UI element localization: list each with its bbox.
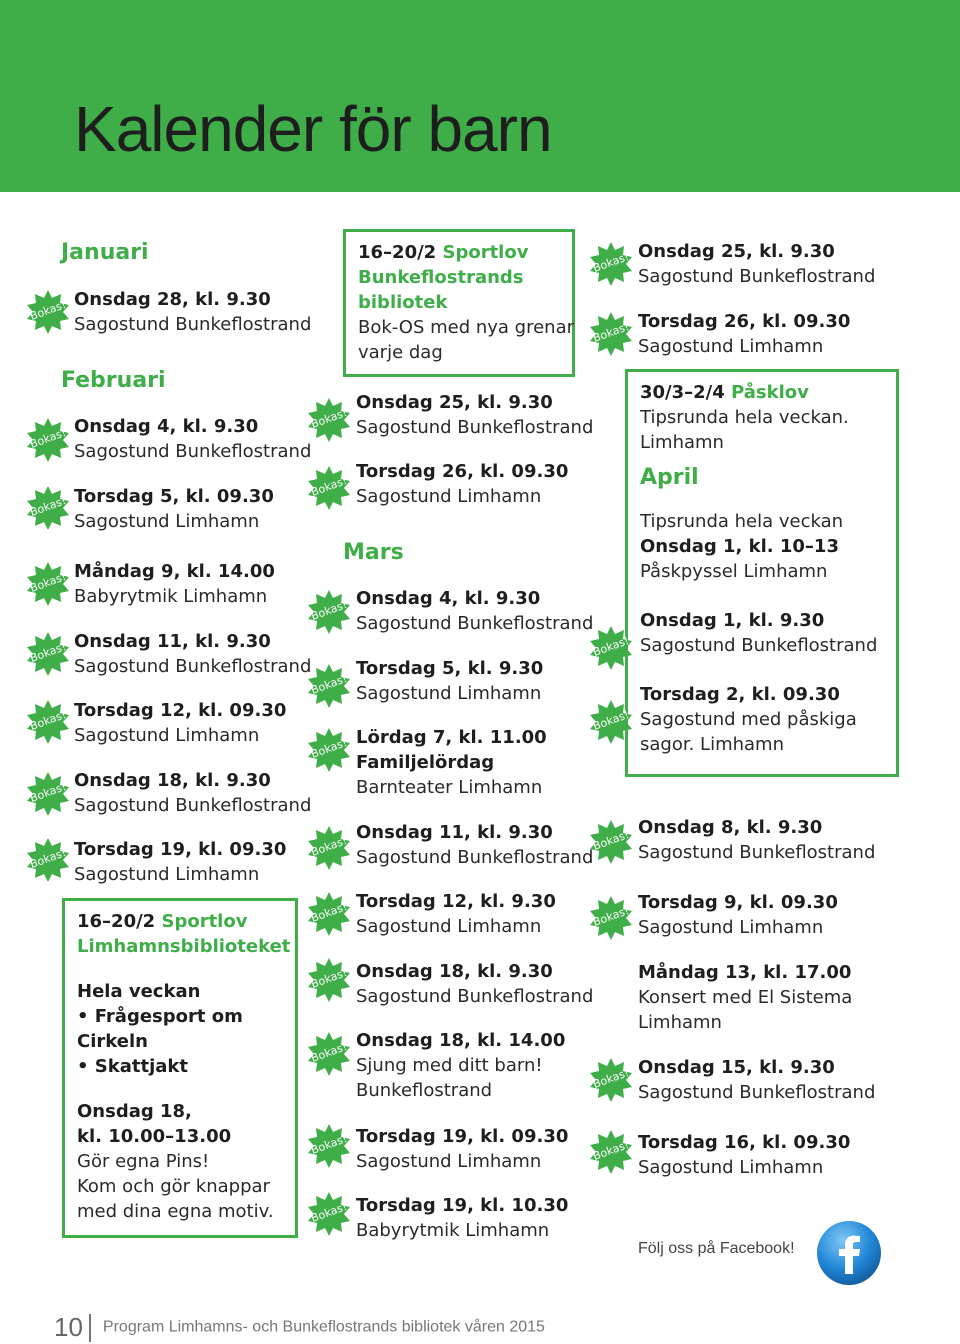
bokas-label: Bokas! [309, 598, 349, 623]
event-date: Onsdag 4, kl. 9.30 [74, 416, 259, 437]
event-text: Sagostund Limhamn [74, 725, 260, 746]
bokas-badge[interactable] [26, 838, 70, 882]
bokas-label: Bokas! [591, 708, 631, 733]
event-subtitle: Familjelördag [356, 752, 495, 773]
event [74, 484, 274, 534]
box-subtitle: Limhamnsbiblioteket [77, 936, 291, 957]
bokas-label: Bokas! [591, 250, 631, 275]
event-date: Måndag 9, kl. 14.00 [74, 561, 275, 582]
month-februari: Februari [61, 368, 166, 393]
event [74, 698, 286, 748]
box-text: med dina egna motiv. [77, 1201, 274, 1222]
box-week: Hela veckan [77, 981, 201, 1002]
bokas-badge[interactable] [26, 562, 70, 606]
event [356, 390, 593, 440]
box-text: Kom och gör knappar [77, 1176, 270, 1197]
bokas-label: Bokas! [309, 406, 349, 431]
event-text: Sjung med ditt barn! [356, 1055, 543, 1076]
bokas-badge[interactable] [307, 1124, 351, 1168]
box-bullet: • Frågesport om Cirkeln [77, 1004, 283, 1054]
box-subtitle: Bunkeflostrands [358, 267, 524, 288]
bokas-label: Bokas! [591, 1138, 631, 1163]
bokas-badge[interactable] [307, 728, 351, 772]
facebook-follow-text[interactable]: Följ oss på Facebook! [638, 1240, 795, 1257]
event [638, 309, 850, 359]
event-text: Babyrytmik Limhamn [74, 586, 268, 607]
bokas-label: Bokas! [591, 1066, 631, 1091]
box-text: varje dag [358, 342, 443, 363]
event [638, 1130, 850, 1180]
event-text: Sagostund Limhamn [356, 1151, 542, 1172]
box-bullet: • Skattjakt [77, 1054, 283, 1079]
box-title: Påsklov [731, 382, 809, 403]
bokas-badge[interactable] [307, 892, 351, 936]
event-text: Sagostund Bunkeflostrand [74, 314, 312, 335]
box-text: Limhamn [640, 432, 724, 453]
bokas-badge[interactable] [307, 398, 351, 442]
event-date: Onsdag 25, kl. 9.30 [638, 241, 835, 262]
event-text: Konsert med El Sistema [638, 987, 853, 1008]
event [356, 820, 593, 870]
bokas-label: Bokas! [591, 904, 631, 929]
bokas-label: Bokas! [28, 494, 68, 519]
event-date: Lördag 7, kl. 11.00 [356, 727, 547, 748]
program-title: Program Limhamns- och Bunkeflostrands bibliotek våren 2015 [102, 1318, 545, 1336]
bokas-label: Bokas! [28, 780, 68, 805]
box-date: 16–20/2 [77, 911, 156, 932]
event-text: Sagostund Bunkeflostrand [638, 1082, 876, 1103]
box-text: Sagostund Bunkeflostrand [640, 635, 878, 656]
month-januari: Januari [61, 240, 149, 265]
bokas-badge[interactable] [589, 312, 633, 356]
box-heading [358, 240, 560, 265]
event [638, 960, 852, 1035]
page-title: Kalender för barn [74, 93, 552, 165]
event-text: Limhamn [638, 1012, 722, 1033]
bokas-badge[interactable] [26, 772, 70, 816]
bokas-badge[interactable] [307, 1192, 351, 1236]
event [74, 559, 275, 609]
event [74, 629, 311, 679]
event-text: Sagostund Limhamn [74, 511, 260, 532]
box-date: 16–20/2 [358, 242, 437, 263]
box-heading [77, 909, 283, 934]
bokas-badge[interactable] [307, 664, 351, 708]
event [638, 239, 875, 289]
bokas-label: Bokas! [28, 846, 68, 871]
bokas-label: Bokas! [309, 736, 349, 761]
page-number: 10 [54, 1312, 83, 1342]
event-date: Torsdag 26, kl. 09.30 [356, 461, 569, 482]
facebook-icon[interactable] [816, 1220, 882, 1286]
event-date: Onsdag 11, kl. 9.30 [74, 631, 271, 652]
sportlov-bunkeflo-box [343, 229, 575, 377]
event [638, 1055, 875, 1105]
bokas-badge[interactable] [26, 486, 70, 530]
event [74, 287, 311, 337]
bokas-badge[interactable] [589, 700, 633, 744]
bokas-badge[interactable] [26, 290, 70, 334]
event [356, 889, 556, 939]
bokas-label: Bokas! [28, 708, 68, 733]
box-event-date: Onsdag 1, kl. 10–13 [640, 536, 839, 557]
event [74, 837, 286, 887]
bokas-label: Bokas! [309, 1132, 349, 1157]
header-banner [0, 0, 960, 192]
event [356, 459, 568, 509]
box-event-date: Onsdag 1, kl. 9.30 [640, 610, 825, 631]
bokas-badge[interactable] [589, 626, 633, 670]
bokas-badge[interactable] [307, 826, 351, 870]
bokas-badge[interactable] [589, 1058, 633, 1102]
event-text: Sagostund Limhamn [356, 486, 542, 507]
box-heading [640, 380, 884, 405]
bokas-label: Bokas! [309, 474, 349, 499]
bokas-label: Bokas! [591, 634, 631, 659]
event-date: Onsdag 15, kl. 9.30 [638, 1057, 835, 1078]
event-text: Sagostund Bunkeflostrand [74, 795, 312, 816]
event-date: Onsdag 18, kl. 14.00 [356, 1030, 566, 1051]
event-text: Sagostund Bunkeflostrand [74, 441, 312, 462]
bokas-badge[interactable] [307, 1032, 351, 1076]
event-text: Sagostund Limhamn [74, 864, 260, 885]
event-text: Sagostund Limhamn [638, 336, 824, 357]
event-date: Torsdag 5, kl. 09.30 [74, 486, 274, 507]
event-date: Onsdag 25, kl. 9.30 [356, 392, 553, 413]
event [638, 890, 838, 940]
bokas-badge[interactable] [589, 1130, 633, 1174]
sportlov-limhamn-box [62, 898, 298, 1238]
bokas-label: Bokas! [591, 320, 631, 345]
bokas-label: Bokas! [309, 966, 349, 991]
bokas-badge[interactable] [589, 820, 633, 864]
event-date: Onsdag 11, kl. 9.30 [356, 822, 553, 843]
box-subtitle: bibliotek [358, 292, 448, 313]
bokas-label: Bokas! [28, 426, 68, 451]
footer-divider [89, 1314, 91, 1342]
event-date: Onsdag 28, kl. 9.30 [74, 289, 271, 310]
event [74, 768, 311, 818]
event-text: Sagostund Bunkeflostrand [356, 847, 594, 868]
event-text: Sagostund Limhamn [356, 683, 542, 704]
bokas-label: Bokas! [28, 570, 68, 595]
bokas-label: Bokas! [309, 900, 349, 925]
event-date: Torsdag 19, kl. 10.30 [356, 1195, 569, 1216]
event-text: Bunkeflostrand [356, 1080, 493, 1101]
event-text: Babyrytmik Limhamn [356, 1220, 550, 1241]
bokas-label: Bokas! [28, 640, 68, 665]
bokas-label: Bokas! [28, 298, 68, 323]
month-april: April [640, 465, 699, 490]
event-date: Onsdag 4, kl. 9.30 [356, 588, 541, 609]
bokas-badge[interactable] [307, 590, 351, 634]
bokas-badge[interactable] [26, 418, 70, 462]
box-text: sagor. Limhamn [640, 734, 784, 755]
event-date: Torsdag 16, kl. 09.30 [638, 1132, 851, 1153]
event [356, 586, 593, 636]
event-date: Torsdag 12, kl. 9.30 [356, 891, 556, 912]
event-text: Sagostund Limhamn [356, 916, 542, 937]
box-event-date: Onsdag 18, [77, 1101, 192, 1122]
event-date: Torsdag 9, kl. 09.30 [638, 892, 838, 913]
event-date: Torsdag 19, kl. 09.30 [356, 1126, 569, 1147]
bokas-badge[interactable] [589, 242, 633, 286]
bokas-badge[interactable] [307, 466, 351, 510]
bokas-label: Bokas! [309, 1200, 349, 1225]
box-text: Tipsrunda hela veckan [640, 511, 844, 532]
event-text: Sagostund Limhamn [638, 917, 824, 938]
box-title: Sportlov [442, 242, 529, 263]
event [356, 656, 543, 706]
month-mars: Mars [343, 540, 404, 565]
event-date: Torsdag 12, kl. 09.30 [74, 700, 287, 721]
event-date: Onsdag 18, kl. 9.30 [74, 770, 271, 791]
bokas-label: Bokas! [309, 834, 349, 859]
box-event-time: kl. 10.00–13.00 [77, 1126, 232, 1147]
event-date: Torsdag 5, kl. 9.30 [356, 658, 544, 679]
event-date: Måndag 13, kl. 17.00 [638, 962, 852, 983]
event-text: Sagostund Bunkeflostrand [356, 986, 594, 1007]
bokas-badge[interactable] [26, 700, 70, 744]
event [74, 414, 311, 464]
box-text: Bok-OS med nya grenar [358, 317, 575, 338]
event-date: Torsdag 19, kl. 09.30 [74, 839, 287, 860]
event-text: Sagostund Bunkeflostrand [638, 842, 876, 863]
box-date: 30/3–2/4 [640, 382, 725, 403]
event-text: Sagostund Limhamn [638, 1157, 824, 1178]
box-text: Tipsrunda hela veckan. [640, 407, 849, 428]
event-date: Onsdag 8, kl. 9.30 [638, 817, 823, 838]
box-title: Sportlov [161, 911, 248, 932]
bokas-badge[interactable] [307, 958, 351, 1002]
event-text: Sagostund Bunkeflostrand [74, 656, 312, 677]
pasklov-box [625, 369, 899, 777]
box-text: Påskpyssel Limhamn [640, 561, 828, 582]
event [356, 1193, 568, 1243]
event-date: Torsdag 26, kl. 09.30 [638, 311, 851, 332]
bokas-label: Bokas! [309, 1040, 349, 1065]
event-text: Sagostund Bunkeflostrand [638, 266, 876, 287]
event-date: Onsdag 18, kl. 9.30 [356, 961, 553, 982]
event [356, 959, 593, 1009]
box-event-date: Torsdag 2, kl. 09.30 [640, 684, 840, 705]
bokas-badge[interactable] [589, 896, 633, 940]
page-footer [54, 1312, 545, 1344]
event [356, 725, 547, 800]
bokas-label: Bokas! [591, 828, 631, 853]
event-text: Sagostund Bunkeflostrand [356, 417, 594, 438]
bokas-label: Bokas! [309, 672, 349, 697]
box-text: Sagostund med påskiga [640, 709, 857, 730]
event [356, 1028, 565, 1103]
event-text: Barnteater Limhamn [356, 777, 543, 798]
event-text: Sagostund Bunkeflostrand [356, 613, 594, 634]
box-text: Gör egna Pins! [77, 1151, 210, 1172]
event [638, 815, 875, 865]
bokas-badge[interactable] [26, 632, 70, 676]
event [356, 1124, 568, 1174]
